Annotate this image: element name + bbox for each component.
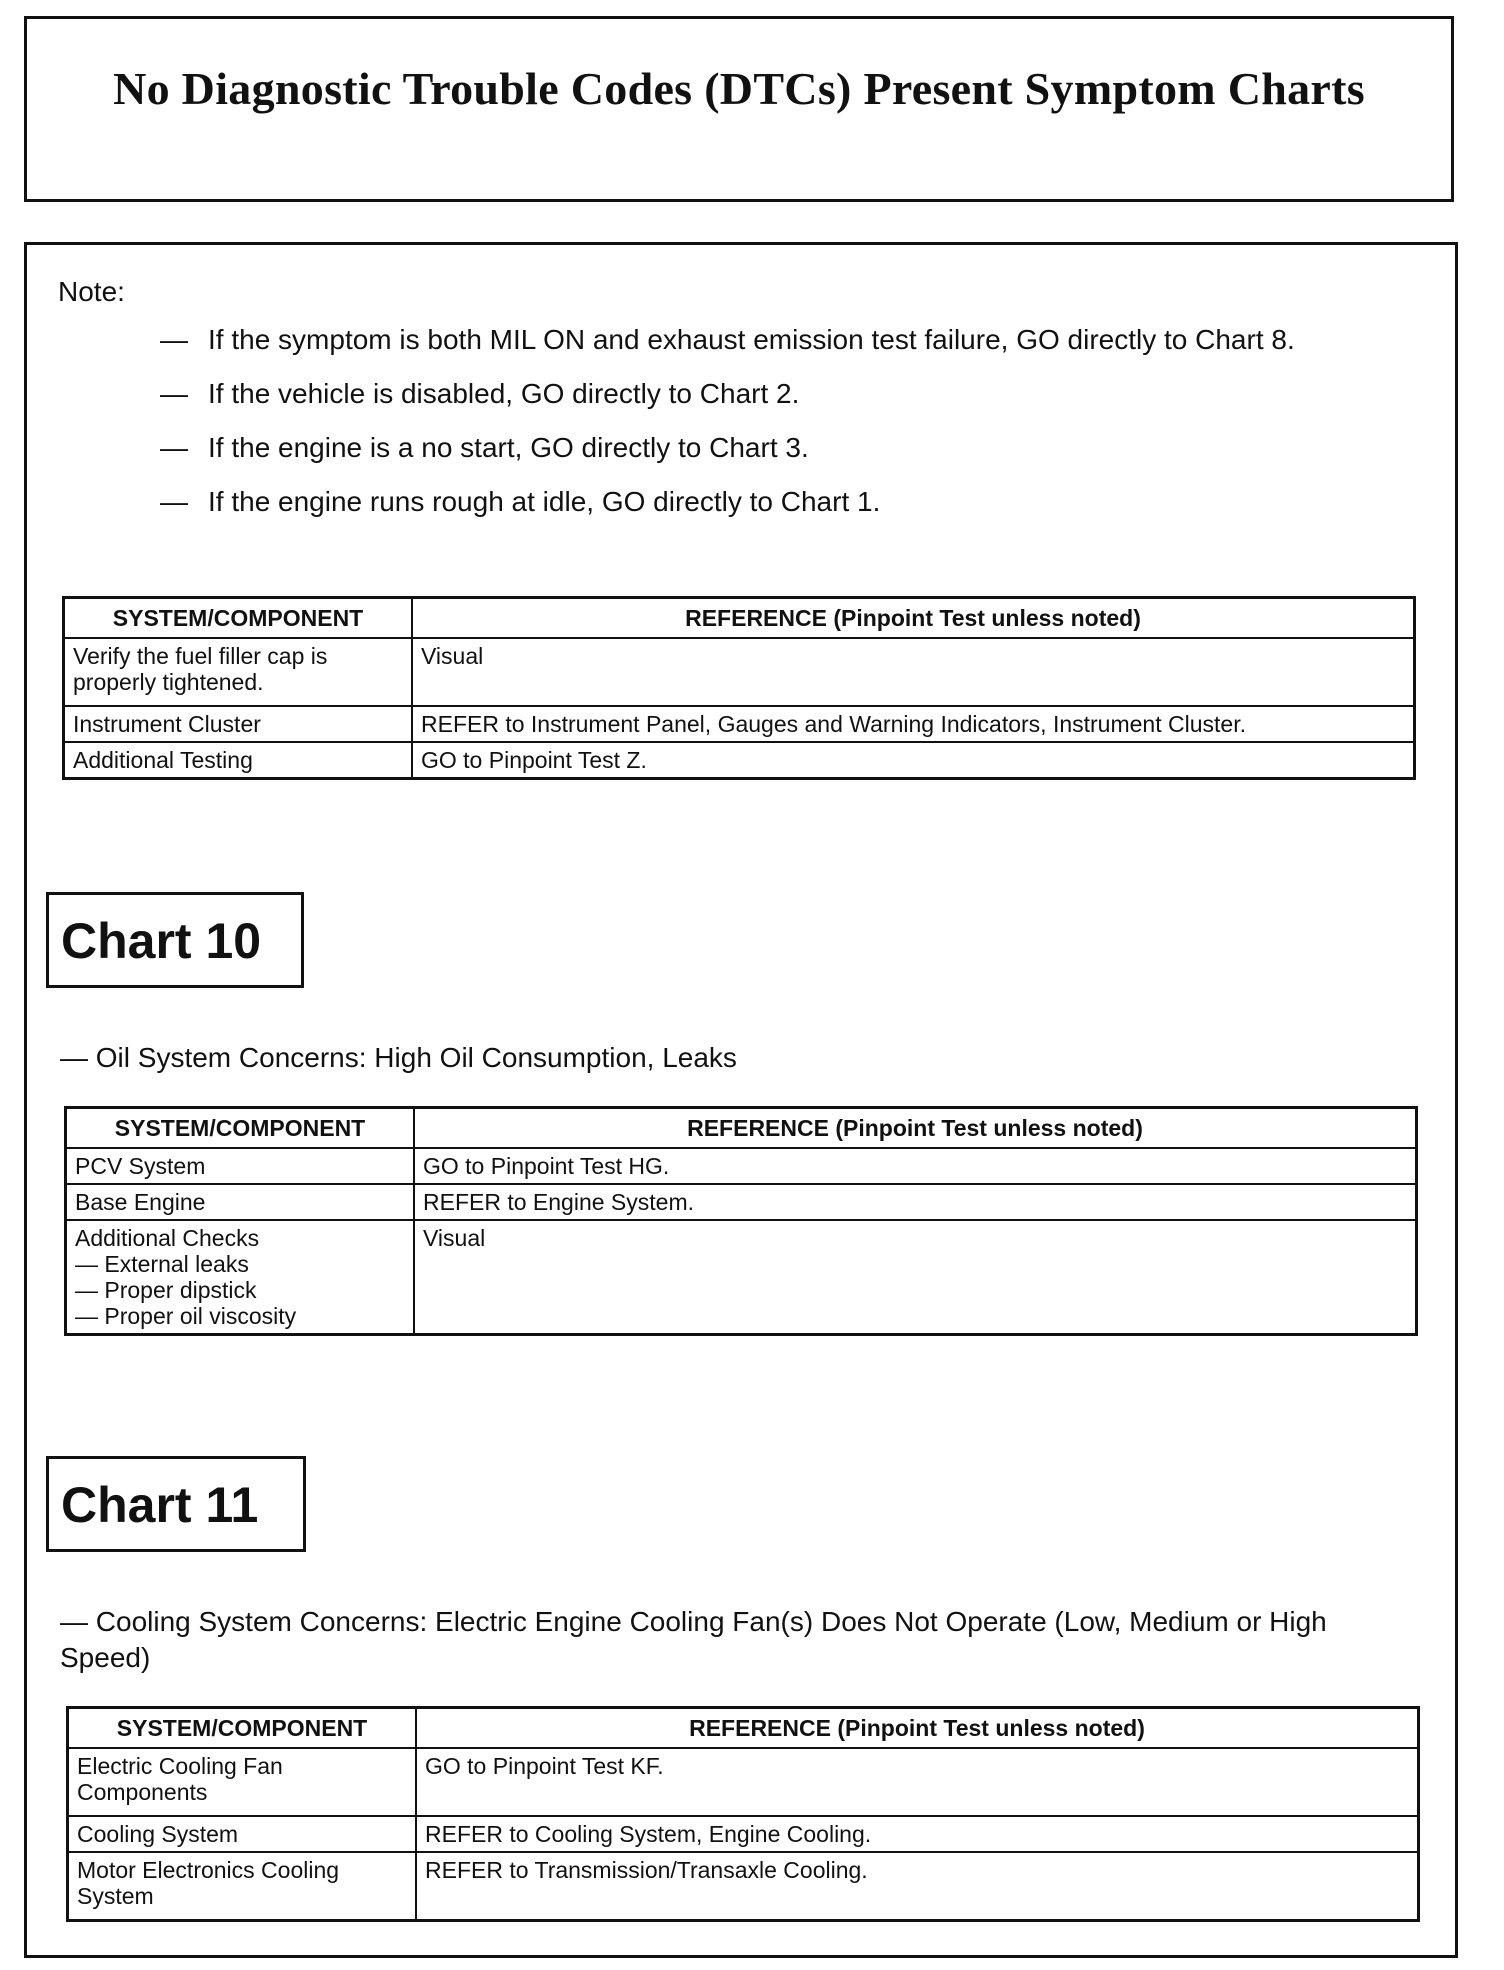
- check-item: — Proper oil viscosity: [75, 1303, 297, 1329]
- note-list: [160, 322, 1410, 538]
- reference-cell: REFER to Engine System.: [414, 1184, 1417, 1220]
- component-cell: Cooling System: [68, 1816, 417, 1852]
- table-row: [66, 1184, 1417, 1220]
- check-item: — Proper dipstick: [75, 1277, 257, 1303]
- note-label: Note:: [58, 276, 125, 307]
- component-cell: [66, 1220, 415, 1335]
- table-header-row: [68, 1708, 1419, 1749]
- note-item: — If the engine runs rough at idle, GO directly to Chart 1.: [160, 486, 881, 517]
- reference-table-chart-11: [66, 1706, 1420, 1922]
- table-row: [68, 1816, 1419, 1852]
- table-row: [68, 1852, 1419, 1920]
- reference-cell: Visual: [412, 638, 1415, 706]
- component-cell: Additional Testing: [64, 742, 413, 779]
- chart-11-heading: Chart 11: [46, 1456, 306, 1552]
- chart-10-description: — Oil System Concerns: High Oil Consumption, Leaks: [60, 1042, 737, 1073]
- table-row: [64, 742, 1415, 779]
- note-item: — If the vehicle is disabled, GO directly to Chart 2.: [160, 378, 800, 409]
- note-item: — If the engine is a no start, GO directly to Chart 3.: [160, 432, 809, 463]
- table-header-row: [64, 598, 1415, 639]
- table-row: [64, 706, 1415, 742]
- reference-cell: GO to Pinpoint Test KF.: [416, 1748, 1419, 1816]
- table-row: [66, 1220, 1417, 1335]
- reference-cell: REFER to Instrument Panel, Gauges and Warning Indicators, Instrument Cluster.: [412, 706, 1415, 742]
- reference-cell: Visual: [414, 1220, 1417, 1335]
- reference-cell: GO to Pinpoint Test Z.: [412, 742, 1415, 779]
- column-header-reference: REFERENCE (Pinpoint Test unless noted): [412, 598, 1415, 639]
- chart-11-description: — Cooling System Concerns: Electric Engine Cooling Fan(s) Does Not Operate (Low, Medium or High Speed): [60, 1606, 1327, 1673]
- reference-table-general: [62, 596, 1416, 780]
- check-item: — External leaks: [75, 1251, 249, 1277]
- column-header-reference: REFERENCE (Pinpoint Test unless noted): [414, 1108, 1417, 1149]
- column-header-component: SYSTEM/COMPONENT: [64, 598, 413, 639]
- reference-cell: GO to Pinpoint Test HG.: [414, 1148, 1417, 1184]
- reference-cell: REFER to Transmission/Transaxle Cooling.: [416, 1852, 1419, 1920]
- column-header-component: SYSTEM/COMPONENT: [68, 1708, 417, 1749]
- component-cell: Instrument Cluster: [64, 706, 413, 742]
- table-row: [64, 638, 1415, 706]
- note-item: — If the symptom is both MIL ON and exhaust emission test failure, GO directly to Chart 8.: [160, 324, 1295, 355]
- reference-table-chart-10: [64, 1106, 1418, 1336]
- chart-10-heading: Chart 10: [46, 892, 304, 988]
- check-title: Additional Checks: [75, 1225, 260, 1251]
- table-row: [68, 1748, 1419, 1816]
- column-header-component: SYSTEM/COMPONENT: [66, 1108, 415, 1149]
- component-cell: Electric Cooling Fan Components: [68, 1748, 417, 1816]
- table-row: [66, 1148, 1417, 1184]
- table-header-row: [66, 1108, 1417, 1149]
- column-header-reference: REFERENCE (Pinpoint Test unless noted): [416, 1708, 1419, 1749]
- component-cell: Base Engine: [66, 1184, 415, 1220]
- component-cell: PCV System: [66, 1148, 415, 1184]
- component-cell: Verify the fuel filler cap is properly tightened.: [64, 638, 413, 706]
- reference-cell: REFER to Cooling System, Engine Cooling.: [416, 1816, 1419, 1852]
- title-box: [24, 16, 1454, 202]
- component-cell: Motor Electronics Cooling System: [68, 1852, 417, 1920]
- page-title: No Diagnostic Trouble Codes (DTCs) Present Symptom Charts: [113, 63, 1365, 114]
